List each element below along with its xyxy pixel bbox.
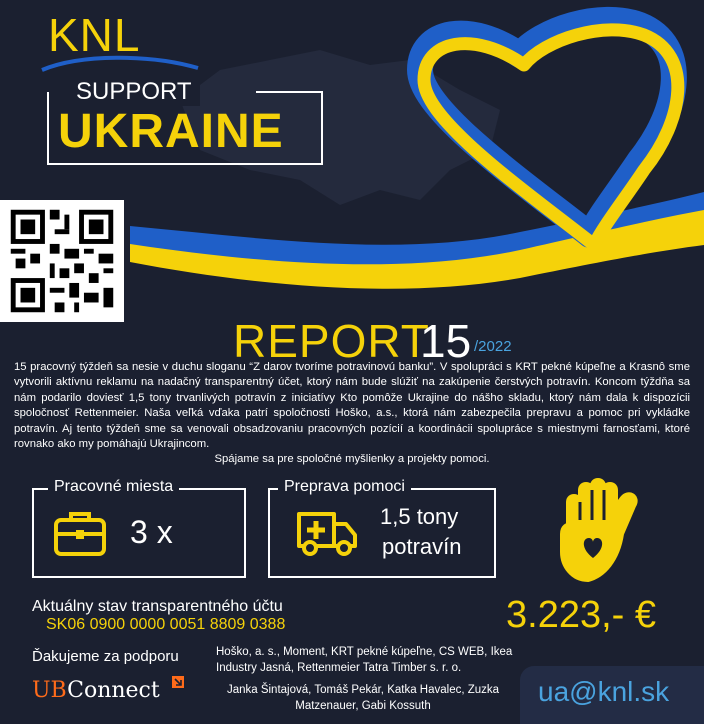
report-body-main: 15 pracovný týždeň sa nesie v duchu sloganu “Z darov tvoríme potravinovú banku”. V spolupráci s KRT pekné kúpeľne a Krasnô sme vytvorili aktívnu reklamu na nadačný transparentný účet, ktorý nám bude slúžiť na zakúpenie čerstvých potravín. Koncom týždňa sa nám podarilo doviesť 1,5 tony trvanlivých potravín z iniciatívy Kto pomôže Ukrajine do nášho skladu, ktorý nám dala k dispozícii spoločnosť Rettenmeier. Naša veľká vďaka patrí spoločnosti Hoško, a.s., ktorá nám zabezpečila prepravu a pomoc pri vykládke potravín. Aj tento týždeň sme sa venovali obsadzovaniu pracovných pozícií a koordinácii spolupráce s miestnymi farnosťami, ktoré rovnako ako my pomáhajú Ukrajincom.: [14, 361, 690, 451]
qr-code-icon[interactable]: [0, 200, 124, 322]
logo-swoosh: [40, 52, 200, 74]
transport-label: Preprava pomoci: [278, 478, 411, 496]
transport-value-line1: 1,5 tony: [380, 504, 459, 529]
report-number: 15: [420, 315, 472, 367]
thanks-title: Ďakujeme za podporu: [32, 648, 179, 665]
ubconnect-ub: UB: [32, 678, 68, 703]
jobs-label: Pracovné miesta: [48, 478, 179, 496]
report-body: [14, 360, 690, 468]
people-list: Janka Šintajová, Tomáš Pekár, Katka Havalec, Zuzka Matzenauer, Gabi Kossuth: [226, 684, 500, 712]
hand-heart-icon: [548, 476, 666, 588]
briefcase-icon: [54, 510, 106, 556]
account-amount: 3.223,- €: [506, 594, 656, 636]
report-body-closing: Spájame sa pre spoločné myšlienky a projekty pomoci.: [214, 453, 490, 466]
ubconnect-mark-icon: [172, 676, 184, 688]
ubconnect-logo: [32, 678, 160, 703]
ukraine-title: UKRAINE: [58, 105, 284, 158]
account-number[interactable]: SK06 0900 0000 0051 8809 0388: [46, 616, 286, 633]
report-year: /2022: [474, 338, 512, 355]
support-label: SUPPORT: [68, 78, 200, 106]
account-title: Aktuálny stav transparentného účtu: [32, 598, 283, 615]
knl-logo: KNL: [48, 9, 141, 61]
ambulance-icon: [296, 508, 358, 556]
transport-value-line2: potravín: [382, 534, 462, 559]
email-link[interactable]: ua@knl.sk: [538, 676, 670, 707]
sponsors-list: Hoško, a. s., Moment, KRT pekné kúpeľne, CS WEB, Ikea Industry Jasná, Rettenmeier Tatra Timber s. r. o.: [216, 646, 513, 674]
jobs-value: 3 x: [130, 514, 173, 550]
ubconnect-connect: Connect: [67, 678, 160, 703]
report-title: REPORT: [233, 315, 430, 367]
